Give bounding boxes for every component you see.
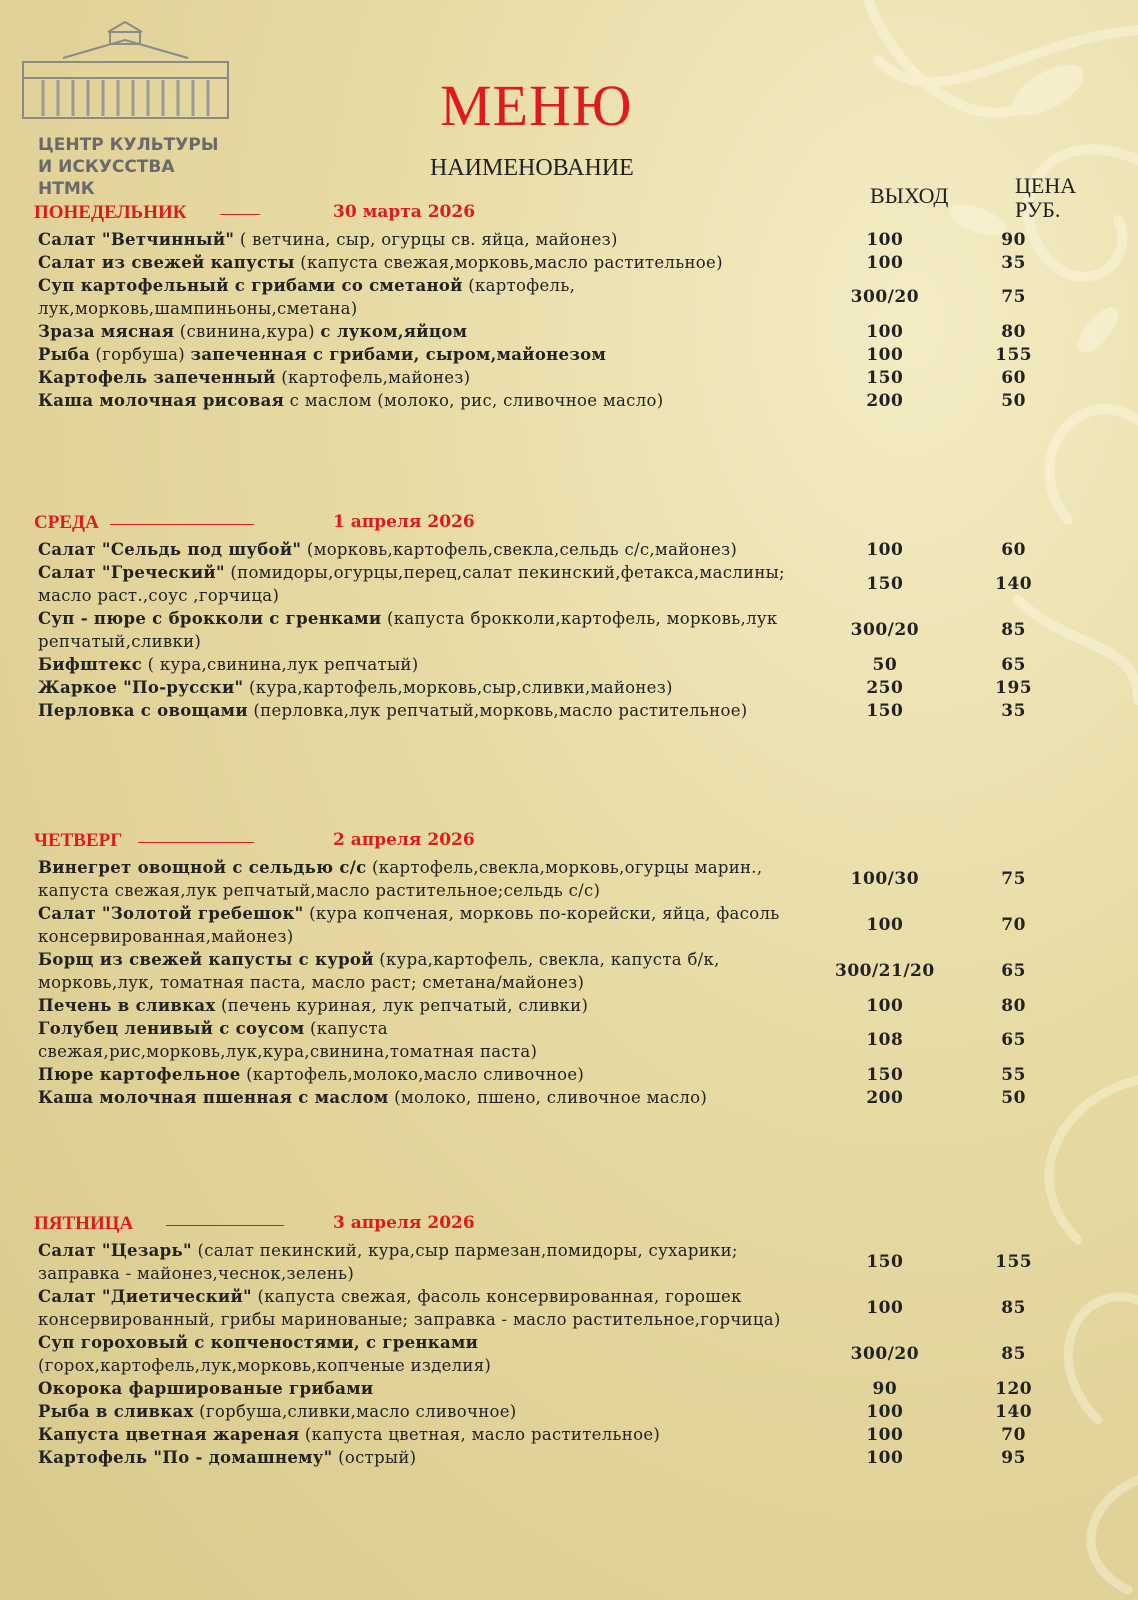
item-price: 195 — [995, 677, 1033, 698]
item-desc: (молоко, пшено, сливочное масло) — [388, 1088, 708, 1107]
item-output: 100 — [866, 1401, 904, 1422]
menu-item — [38, 948, 1078, 994]
item-desc: (картофель, лук,морковь,шампиньоны,сметана) — [38, 276, 576, 318]
item-desc: (печень куриная, лук репчатый, сливки) — [215, 996, 589, 1015]
item-name: Борщ из свежей капусты с курой — [38, 950, 374, 969]
item-output: 100 — [866, 321, 904, 342]
menu-item — [38, 251, 1078, 274]
item-output: 100/30 — [850, 869, 920, 889]
day-name: ПОНЕДЕЛЬНИК — [34, 202, 187, 223]
menu-item — [38, 1446, 1078, 1469]
item-price: 60 — [1001, 539, 1026, 560]
day-date: 3 апреля 2026 — [333, 1213, 475, 1233]
item-name: Пюре картофельное — [38, 1065, 241, 1084]
menu-item — [38, 343, 1078, 366]
item-output: 108 — [866, 1030, 904, 1050]
menu-item — [38, 1285, 1078, 1331]
column-header-price-line2: РУБ. — [1015, 197, 1061, 222]
item-desc: с маслом (молоко, рис, сливочное масло) — [284, 391, 664, 410]
item-price: 80 — [1001, 321, 1026, 342]
day-name: ПЯТНИЦА — [34, 1213, 134, 1234]
item-desc: (капуста свежая,морковь,масло растительное) — [294, 253, 723, 272]
menu-item — [38, 1063, 1078, 1086]
menu-item — [38, 228, 1078, 251]
menu-item — [38, 389, 1078, 412]
day-name: ЧЕТВЕРГ — [34, 830, 123, 851]
day-header — [34, 202, 1078, 228]
day-divider — [110, 524, 254, 525]
item-name: Салат "Золотой гребешок" — [38, 904, 304, 923]
item-desc: (картофель,молоко,масло сливочное) — [240, 1065, 585, 1084]
item-price: 155 — [995, 344, 1033, 365]
item-desc: (кура,картофель,морковь,сыр,сливки,майонез) — [243, 678, 673, 697]
item-output: 100 — [866, 1447, 904, 1468]
item-name: Капуста цветная жареная — [38, 1425, 300, 1444]
day-header — [34, 1213, 1078, 1239]
day-date: 2 апреля 2026 — [333, 830, 475, 850]
item-output: 100 — [866, 344, 904, 365]
item-price: 85 — [1001, 620, 1026, 640]
logo-line-2: И ИСКУССТВА НТМК — [38, 157, 175, 199]
item-name: Картофель запеченный — [38, 368, 276, 387]
item-output: 90 — [872, 1378, 898, 1399]
day-header — [34, 830, 1078, 856]
item-price: 80 — [1001, 995, 1026, 1016]
day-divider — [220, 214, 260, 215]
item-output: 150 — [866, 574, 904, 594]
day-divider — [138, 842, 254, 843]
day-section-wednesday — [34, 512, 1078, 722]
item-name: Суп картофельный с грибами со сметаной — [38, 276, 463, 295]
day-date: 30 марта 2026 — [333, 202, 476, 222]
item-desc: (горбуша) — [89, 345, 191, 364]
item-output: 300/21/20 — [834, 961, 935, 981]
item-name: Зраза мясная — [38, 322, 175, 341]
item-price: 70 — [1001, 1424, 1026, 1445]
item-output: 100 — [866, 539, 904, 560]
item-desc: (капуста брокколи,картофель, морковь,лук репчатый,сливки) — [38, 609, 778, 651]
item-price: 50 — [1001, 1087, 1026, 1108]
menu-item — [38, 274, 1078, 320]
logo — [18, 18, 233, 200]
item-price: 55 — [1001, 1064, 1026, 1085]
day-section-friday — [34, 1213, 1078, 1469]
item-name: Каша молочная рисовая — [38, 391, 285, 410]
item-price: 120 — [995, 1378, 1033, 1399]
item-name: Салат из свежей капусты — [38, 253, 295, 272]
item-price: 65 — [1001, 1030, 1026, 1050]
day-date: 1 апреля 2026 — [333, 512, 475, 532]
item-output: 300/20 — [850, 1344, 920, 1364]
theatre-building-icon — [18, 18, 233, 128]
item-desc: (свинина,кура) — [174, 322, 321, 341]
column-header-price-line1: ЦЕНА — [1015, 173, 1077, 198]
item-output: 200 — [866, 1087, 904, 1108]
item-output: 100 — [866, 995, 904, 1016]
item-output: 200 — [866, 390, 904, 411]
item-output: 100 — [866, 1298, 904, 1318]
item-name-extra: запеченная с грибами, сыром,майонезом — [190, 345, 607, 364]
page-title: МЕНЮ — [440, 73, 633, 138]
item-desc: (картофель,майонез) — [275, 368, 471, 387]
item-desc: (морковь,картофель,свекла,сельдь с/с,майонез) — [301, 540, 738, 559]
item-desc: (горбуша,сливки,масло сливочное) — [193, 1402, 517, 1421]
menu-item — [38, 320, 1078, 343]
menu-item — [38, 676, 1078, 699]
item-name: Салат "Сельдь под шубой" — [38, 540, 302, 559]
menu-item — [38, 1377, 1078, 1400]
menu-item — [38, 366, 1078, 389]
menu-item — [38, 561, 1078, 607]
item-name: Жаркое "По-русски" — [38, 678, 244, 697]
item-price: 140 — [995, 1401, 1033, 1422]
item-price: 75 — [1001, 287, 1026, 307]
item-desc: (кура,картофель, свекла, капуста б/к, морковь,лук, томатная паста, масло раст; сметана/майонез) — [38, 950, 720, 992]
item-name: Окорока фаршированые грибами — [38, 1379, 374, 1398]
item-desc: ( ветчина, сыр, огурцы св. яйца, майонез) — [234, 230, 618, 249]
item-price: 60 — [1001, 367, 1026, 388]
item-price: 70 — [1001, 915, 1026, 935]
item-name: Перловка с овощами — [38, 701, 248, 720]
item-output: 300/20 — [850, 287, 920, 307]
item-desc: (горох,картофель,лук,морковь,копченые изделия) — [38, 1356, 492, 1375]
menu-item — [38, 1423, 1078, 1446]
item-name: Салат "Греческий" — [38, 563, 225, 582]
item-desc: (кура копченая, морковь по-корейски, яйца, фасоль консервированная,майонез) — [38, 904, 780, 946]
item-price: 85 — [1001, 1298, 1026, 1318]
item-desc: (салат пекинский, кура,сыр пармезан,помидоры, сухарики; заправка - майонез,чеснок,зелень) — [38, 1241, 738, 1283]
column-header-name: НАИМЕНОВАНИЕ — [430, 155, 634, 181]
menu-item — [38, 1331, 1078, 1377]
item-desc: (перловка,лук репчатый,морковь,масло растительное) — [247, 701, 748, 720]
item-price: 35 — [1001, 700, 1026, 721]
item-output: 300/20 — [850, 620, 920, 640]
item-name: Суп - пюре с брокколи с гренками — [38, 609, 382, 628]
day-section-thursday — [34, 830, 1078, 1109]
item-name: Салат "Ветчинный" — [38, 230, 235, 249]
menu-item — [38, 902, 1078, 948]
item-price: 140 — [995, 574, 1033, 594]
item-desc: ( кура,свинина,лук репчатый) — [142, 655, 419, 674]
item-output: 150 — [866, 700, 904, 721]
item-price: 75 — [1001, 869, 1026, 889]
item-name: Бифштекс — [38, 655, 143, 674]
item-output: 100 — [866, 915, 904, 935]
item-output: 150 — [866, 367, 904, 388]
item-price: 65 — [1001, 961, 1026, 981]
item-name: Винегрет овощной с сельдью с/с — [38, 858, 367, 877]
day-name: СРЕДА — [34, 512, 99, 533]
item-output: 250 — [866, 677, 904, 698]
item-output: 150 — [866, 1064, 904, 1085]
menu-item — [38, 1400, 1078, 1423]
item-desc: (помидоры,огурцы,перец,салат пекинский,фетакса,маслины; масло раст.,соус ,горчица) — [38, 563, 785, 605]
item-name: Печень в сливках — [38, 996, 216, 1015]
menu-item — [38, 856, 1078, 902]
logo-line-1: ЦЕНТР КУЛЬТУРЫ — [38, 135, 219, 155]
item-name: Салат "Диетический" — [38, 1287, 252, 1306]
item-price: 65 — [1001, 654, 1026, 675]
item-price: 85 — [1001, 1344, 1026, 1364]
menu-item — [38, 653, 1078, 676]
item-price: 155 — [995, 1252, 1033, 1272]
menu-item — [38, 538, 1078, 561]
item-name-extra: с луком,яйцом — [320, 322, 468, 341]
day-header — [34, 512, 1078, 538]
item-output: 150 — [866, 1252, 904, 1272]
column-header-output: ВЫХОД — [870, 183, 949, 208]
floral-ornament-icon — [718, 0, 1138, 900]
day-divider — [166, 1225, 284, 1226]
menu-item — [38, 607, 1078, 653]
item-desc: (капуста цветная, масло растительное) — [299, 1425, 661, 1444]
day-section-monday — [34, 202, 1078, 412]
menu-item — [38, 1086, 1078, 1109]
item-price: 90 — [1001, 229, 1026, 250]
menu-item — [38, 699, 1078, 722]
menu-item — [38, 994, 1078, 1017]
item-desc: (острый) — [332, 1448, 417, 1467]
item-name: Каша молочная пшенная с маслом — [38, 1088, 389, 1107]
item-name: Рыба — [38, 345, 90, 364]
item-name: Суп гороховый с копченостями, с гренками — [38, 1333, 479, 1352]
item-name: Голубец ленивый с соусом — [38, 1019, 305, 1038]
item-output: 100 — [866, 229, 904, 250]
item-name: Рыба в сливках — [38, 1402, 194, 1421]
item-desc: (капуста свежая, фасоль консервированная, горошек консервированный, грибы маринованые; заправка - масло растительное,горчица) — [38, 1287, 781, 1329]
item-desc: (картофель,свекла,морковь,огурцы марин., капуста свежая,лук репчатый,масло растительное;сельдь с/с) — [38, 858, 763, 900]
item-price: 35 — [1001, 252, 1026, 273]
item-price: 50 — [1001, 390, 1026, 411]
item-output: 100 — [866, 1424, 904, 1445]
menu-item — [38, 1017, 1078, 1063]
item-price: 95 — [1001, 1447, 1026, 1468]
item-name: Салат "Цезарь" — [38, 1241, 192, 1260]
item-name: Картофель "По - домашнему" — [38, 1448, 333, 1467]
item-output: 50 — [872, 654, 898, 675]
item-desc: (капуста свежая,рис,морковь,лук,кура,свинина,томатная паста) — [38, 1019, 538, 1061]
item-output: 100 — [866, 252, 904, 273]
menu-item — [38, 1239, 1078, 1285]
